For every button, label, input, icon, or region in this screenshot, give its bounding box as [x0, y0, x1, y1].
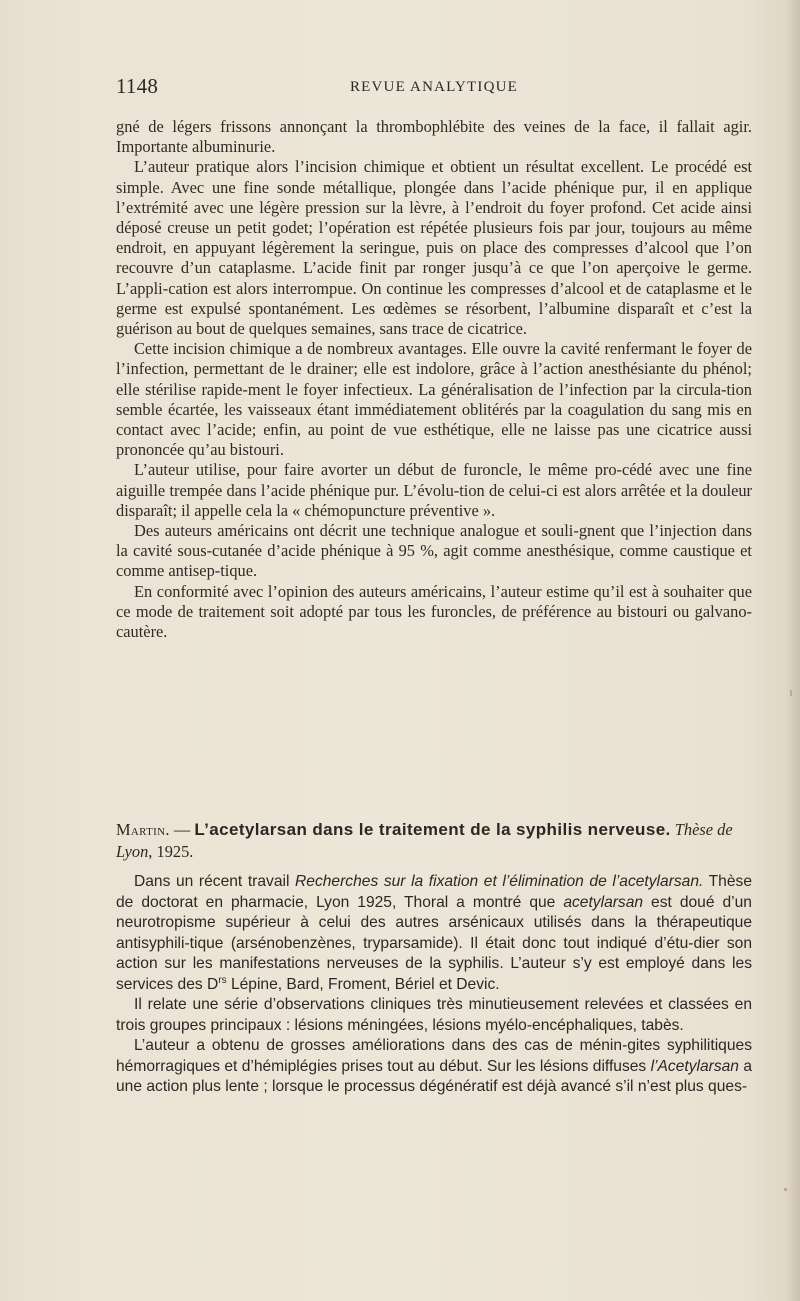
- article-title: L’acetylarsan dans le traitement de la syphilis nerveuse.: [194, 820, 671, 839]
- paragraph: [116, 1036, 752, 1098]
- text-run: Dans un récent travail: [134, 873, 296, 890]
- text-run: Thèse de doctorat en pharmacie, Lyon 1925, Thoral a montré que: [116, 873, 753, 911]
- drug-name: acetylarsan: [563, 893, 644, 911]
- superscript: rs: [218, 974, 227, 986]
- review-text-continued: [116, 117, 752, 642]
- text-run: Lépine, Bard, Froment, Bériel et Devic.: [226, 975, 500, 993]
- paragraph: L’auteur pratique alors l’incision chimique et obtient un résultat excellent. Le procédé est simple. Avec une fine sonde métallique, plongée dans l’acide phénique pur, il en applique l’extrémité avec une légère pression sur la lèvre, à l’endroit du foyer profond. Cet acide ainsi déposé creuse un petit godet; l’opération est répétée plusieurs fois par jour, toujours au même endroit, en appuyant légèrement la seringue, puis on place des compresses d’alcool que l’on recouvre d’un cataplasme. L’acide finit par ronger jusqu’à ce que l’on aperçoive le germe. L’appli-cation est alors interrompue. On continue les compresses d’alcool et de cataplasme et le germe est expulsé spontanément. Les œdèmes se résorbent, l’albumine disparaît et c’est la guérison au bout de quelques semaines, sans trace de cicatrice.: [116, 157, 752, 339]
- paragraph: L’auteur utilise, pour faire avorter un début de furoncle, le même pro-cédé avec une fine aiguille trempée dans l’acide phénique pur. L’évolu-tion de celui-ci est alors arrêtée et la douleur disparaît; il appelle cela la « chémopuncture préventive ».: [116, 460, 752, 520]
- paragraph: Des auteurs américains ont décrit une technique analogue et souli-gnent que l’injection dans la cavité sous-cutanée d’acide phénique à 95 %, agit comme anesthésique, comme caustique et comme antisep-tique.: [116, 521, 752, 581]
- author-name: Martin.: [116, 820, 170, 839]
- thesis-year: , 1925.: [148, 842, 194, 861]
- article-heading: [116, 819, 752, 863]
- paragraph: Cette incision chimique a de nombreux avantages. Elle ouvre la cavité renfermant le foyer de l’infection, permettant de le drainer; elle est indolore, grâce à l’action anesthésiante du phénol; elle stérilise rapide-ment le foyer infectieux. La généralisation de l’infection par la circula-tion semble écartée, les vaisseaux étant immédiatement oblitérés par la coagulation du sang mis en contact avec l’acide; enfin, au point de vue esthétique, elle ne laisse pas une cicatrice aussi prononcée qu’au bistouri.: [116, 339, 752, 460]
- paragraph: Il relate une série d’observations cliniques très minutieusement relevées et classées en trois groupes principaux : lésions méningées, lésions myélo-encéphaliques, tabès.: [116, 996, 752, 1034]
- page-header: [116, 74, 752, 104]
- drug-name: l’Acetylarsan: [650, 1057, 739, 1075]
- scan-speck: [790, 690, 792, 696]
- paragraph: En conformité avec l’opinion des auteurs américains, l’auteur estime qu’il est à souhaiter que ce mode de traitement soit adopté par tous les furoncles, de préférence au bistouri ou galvano-cautère.: [116, 581, 752, 642]
- paragraph: gné de légers frissons annonçant la thrombophlébite des veines de la face, il fallait agir. Importante albuminurie.: [116, 117, 752, 157]
- page-number: 1148: [116, 74, 159, 98]
- thesis-label: Thèse de Lyon: [116, 820, 733, 861]
- text-run: L’auteur a obtenu de grosses améliorations dans des cas de ménin-gites syphilitiques hémorragiques et d’hémiplégies prises tout au début. Sur les lésions diffuses: [116, 1037, 752, 1075]
- paragraph: [116, 872, 752, 995]
- text-run: a une action plus lente ; lorsque le processus dégénératif est déjà avancé s’il n’est plus ques-: [116, 1057, 752, 1095]
- running-title: REVUE ANALYTIQUE: [349, 79, 519, 95]
- scan-speck: [784, 1188, 787, 1191]
- article-body: [116, 872, 752, 1098]
- cited-work-title: Recherches sur la fixation et l’élimination de l’acetylarsan.: [295, 873, 704, 890]
- heading-dash: —: [173, 820, 191, 839]
- text-run: est doué d’un neurotropisme supérieur à celui des autres arsénicaux utilisés dans la thérapeutique antisyphili-tique (arsénobenzènes, tryparsamide). Il était donc tout indiqué d’étu-dier son action sur les manifestations nerveuses de la syphilis. L’auteur s’y est employé dans les services des D: [116, 893, 752, 993]
- page-shadow: [786, 0, 800, 1301]
